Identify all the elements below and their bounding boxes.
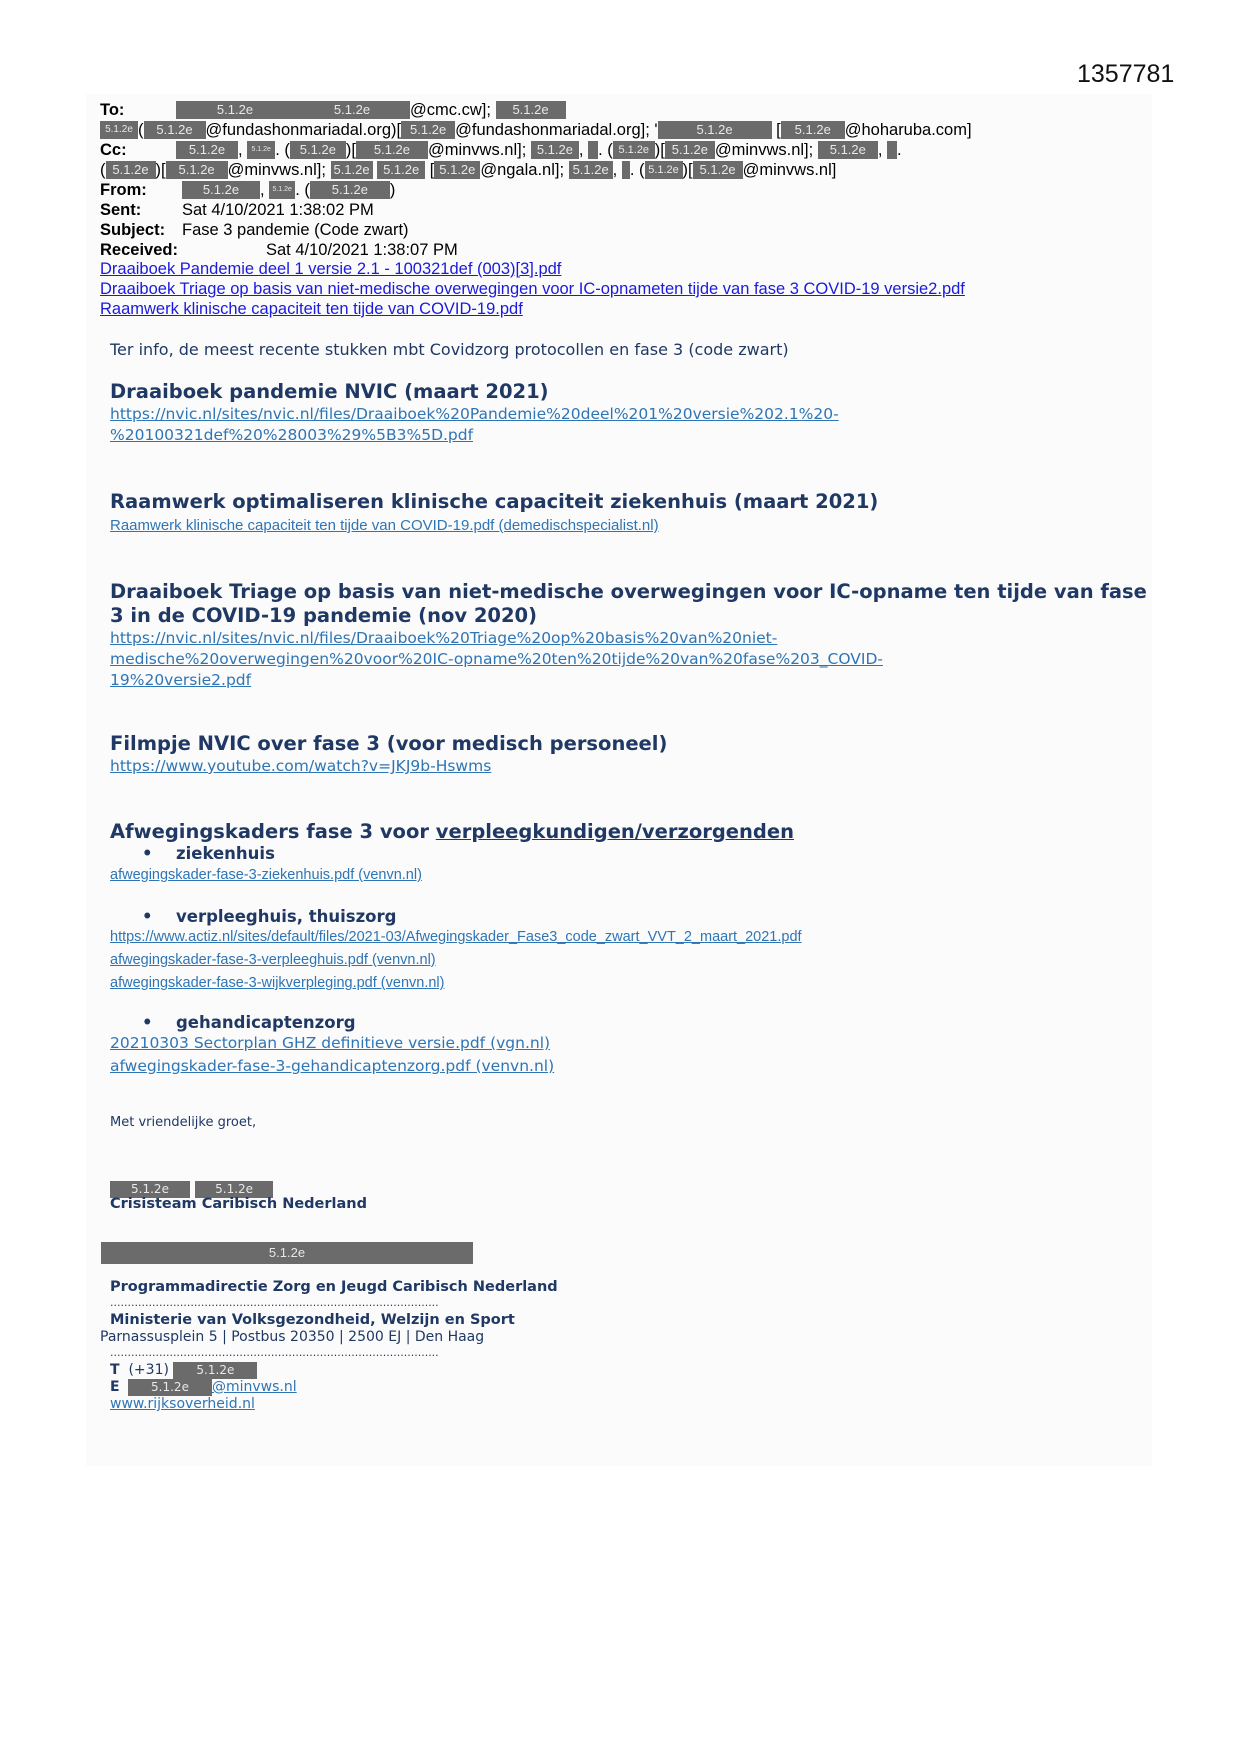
sent-line bbox=[100, 200, 1140, 220]
redaction: 5.1.2e bbox=[531, 141, 579, 159]
closing-text: Met vriendelijke groet, bbox=[110, 1115, 257, 1130]
to-line bbox=[100, 100, 1140, 120]
to-text: [ bbox=[776, 121, 781, 139]
section-draaiboek-pandemie bbox=[110, 380, 839, 446]
cc-text: . bbox=[897, 141, 902, 159]
sent-value: Sat 4/10/2021 1:38:02 PM bbox=[182, 201, 374, 219]
redaction: 5.1.2e bbox=[496, 101, 566, 119]
cc-text: @minvws.nl] bbox=[742, 161, 837, 179]
phone-prefix: (+31) bbox=[128, 1362, 169, 1378]
heading-underlined: verpleegkundigen/verzorgenden bbox=[435, 820, 794, 843]
cc-text: , bbox=[877, 141, 883, 159]
cc-text: [ bbox=[429, 161, 435, 179]
section-raamwerk bbox=[110, 490, 878, 537]
redaction: 5.1.2e bbox=[176, 141, 238, 159]
email-header bbox=[100, 100, 1140, 260]
bullet-verpleeghuis bbox=[110, 907, 802, 926]
redaction bbox=[887, 141, 897, 159]
section-heading: 3 in de COVID-19 pandemie (nov 2020) bbox=[110, 604, 538, 627]
to-label: To: bbox=[100, 101, 125, 119]
redaction: 5.1.2e bbox=[658, 121, 772, 139]
attachments-list bbox=[100, 259, 965, 319]
redaction: 5.1.2e bbox=[310, 181, 390, 199]
redaction: 5.1.2e bbox=[645, 161, 683, 179]
cc-text: )[ bbox=[654, 141, 665, 159]
redaction bbox=[588, 141, 598, 159]
cc-text: @ngala.nl]; bbox=[480, 161, 565, 179]
phone-label: T bbox=[110, 1362, 120, 1378]
redaction bbox=[622, 161, 630, 179]
cc-line bbox=[100, 140, 1140, 160]
redaction: 5.1.2e bbox=[434, 161, 480, 179]
cc-text: , bbox=[238, 141, 243, 159]
received-value: Sat 4/10/2021 1:38:07 PM bbox=[266, 241, 458, 259]
to-line-2 bbox=[100, 120, 1140, 140]
from-text: , bbox=[260, 181, 265, 199]
divider-dots: .............................................................................................. bbox=[110, 1346, 439, 1359]
cc-text: ( bbox=[100, 161, 106, 179]
bullet-label: verpleeghuis, thuiszorg bbox=[176, 907, 397, 926]
section-afwegingskaders bbox=[110, 820, 802, 1078]
from-line bbox=[100, 180, 1140, 200]
section-link[interactable]: https://nvic.nl/sites/nvic.nl/files/Draaiboek%20Pandemie%20deel%201%20versie%202.1%20- bbox=[110, 405, 839, 423]
redaction: 5.1.2e bbox=[401, 121, 455, 139]
redaction: 5.1.2e bbox=[247, 141, 275, 159]
redaction: 5.1.2e bbox=[195, 1181, 273, 1198]
section-link[interactable]: medische%20overwegingen%20voor%20IC-opname%20ten%20tijde%20van%20fase%203_COVID- bbox=[110, 650, 883, 668]
redaction: 5.1.2e bbox=[569, 161, 613, 179]
cc-text: @minvws.nl]; bbox=[227, 161, 326, 179]
section-heading: Raamwerk optimaliseren klinische capaciteit ziekenhuis (maart 2021) bbox=[110, 490, 879, 513]
redaction: 5.1.2e bbox=[331, 161, 373, 179]
divider-dots: .............................................................................................. bbox=[110, 1296, 439, 1309]
section-heading: Filmpje NVIC over fase 3 (voor medisch personeel) bbox=[110, 732, 668, 755]
cc-text: , bbox=[612, 161, 618, 179]
redaction: 5.1.2e bbox=[106, 161, 156, 179]
cc-text: . ( bbox=[275, 141, 290, 159]
section-draaiboek-triage bbox=[110, 580, 1147, 691]
section-heading: Draaiboek Triage op basis van niet-medische overwegingen voor IC-opname ten tijde van fase bbox=[110, 580, 1147, 603]
redaction: 5.1.2e bbox=[110, 1181, 190, 1198]
section-filmpje bbox=[110, 732, 667, 777]
section-link[interactable]: afwegingskader-fase-3-wijkverpleging.pdf (venvn.nl) bbox=[110, 975, 445, 991]
redaction: 5.1.2e bbox=[294, 101, 410, 119]
intro-text: Ter info, de meest recente stukken mbt Covidzorg protocollen en fase 3 (code zwart) bbox=[110, 340, 789, 359]
section-link[interactable]: %20100321def%20%28003%29%5B3%5D.pdf bbox=[110, 426, 474, 444]
website-link[interactable]: www.rijksoverheid.nl bbox=[110, 1396, 255, 1412]
to-text: @fundashonmariadal.org)[ bbox=[205, 121, 402, 139]
subject-line bbox=[100, 220, 1140, 240]
redaction: 5.1.2e bbox=[377, 161, 425, 179]
section-heading bbox=[110, 820, 802, 844]
redaction-bar: 5.1.2e bbox=[101, 1242, 473, 1264]
section-link[interactable]: afwegingskader-fase-3-verpleeghuis.pdf (venvn.nl) bbox=[110, 952, 436, 968]
attachment-link[interactable]: Draaiboek Triage op basis van niet-medische overwegingen voor IC-opnameten tijde van fase 3 COVID-19 versie2.pdf bbox=[100, 280, 965, 298]
section-link[interactable]: Raamwerk klinische capaciteit ten tijde van COVID-19.pdf (demedischspecialist.nl) bbox=[110, 517, 659, 534]
redaction: 5.1.2e bbox=[665, 141, 715, 159]
redaction: 5.1.2e bbox=[166, 161, 228, 179]
section-link[interactable]: 19%20versie2.pdf bbox=[110, 671, 252, 689]
redaction: 5.1.2e bbox=[613, 141, 655, 159]
to-text: @fundashonmariadal.org]; ' bbox=[455, 121, 658, 139]
signature-email bbox=[110, 1379, 297, 1396]
redaction: 5.1.2e bbox=[100, 121, 138, 139]
redaction: 5.1.2e bbox=[290, 141, 346, 159]
signature-address: Parnassusplein 5 | Postbus 20350 | 2500 EJ | Den Haag bbox=[100, 1329, 485, 1345]
redaction: 5.1.2e bbox=[182, 181, 260, 199]
redaction: 5.1.2e bbox=[269, 181, 295, 199]
bullet-ziekenhuis bbox=[110, 844, 802, 863]
redaction: 5.1.2e bbox=[144, 121, 206, 139]
cc-text: @minvws.nl]; bbox=[714, 141, 814, 159]
cc-label: Cc: bbox=[100, 141, 127, 159]
redaction: 5.1.2e bbox=[693, 161, 743, 179]
email-label: E bbox=[110, 1379, 120, 1395]
cc-text: )[ bbox=[155, 161, 166, 179]
redaction: 5.1.2e bbox=[781, 121, 845, 139]
to-text: @hoharuba.com] bbox=[844, 121, 972, 139]
redaction: 5.1.2e bbox=[173, 1362, 257, 1379]
sent-label: Sent: bbox=[100, 201, 142, 219]
subject-label: Subject: bbox=[100, 221, 166, 239]
signature-ministry: Ministerie van Volksgezondheid, Welzijn en Sport bbox=[110, 1312, 515, 1328]
heading-prefix: Afwegingskaders fase 3 voor bbox=[110, 820, 436, 843]
attachment-link[interactable]: Draaiboek Pandemie deel 1 versie 2.1 - 100321def (003)[3].pdf bbox=[100, 260, 562, 278]
redaction: 5.1.2e bbox=[128, 1379, 212, 1396]
signature-directorate: Programmadirectie Zorg en Jeugd Caribisch Nederland bbox=[110, 1279, 558, 1295]
bullet-gehandicaptenzorg bbox=[110, 1013, 802, 1032]
cc-text: )[ bbox=[682, 161, 693, 179]
attachment-link[interactable]: Raamwerk klinische capaciteit ten tijde van COVID-19.pdf bbox=[100, 300, 523, 318]
cc-text: . ( bbox=[598, 141, 613, 159]
to-text: ( bbox=[138, 121, 144, 139]
from-text: ) bbox=[389, 181, 396, 199]
section-link[interactable]: https://www.actiz.nl/sites/default/files/2021-03/Afwegingskader_Fase3_code_zwart_VVT_2_maart_2021.pdf bbox=[110, 929, 802, 945]
cc-text: , bbox=[578, 141, 584, 159]
signature-phone bbox=[110, 1362, 257, 1379]
document-number: 1357781 bbox=[1077, 60, 1175, 88]
cc-text: )[ bbox=[345, 141, 356, 159]
section-link[interactable]: https://nvic.nl/sites/nvic.nl/files/Draaiboek%20Triage%20op%20basis%20van%20niet- bbox=[110, 629, 778, 647]
bullet-label: ziekenhuis bbox=[176, 844, 275, 863]
cc-line-2 bbox=[100, 160, 1140, 180]
cc-text: @minvws.nl]; bbox=[427, 141, 527, 159]
from-label: From: bbox=[100, 181, 147, 199]
redaction: 5.1.2e bbox=[818, 141, 878, 159]
redaction: 5.1.2e bbox=[356, 141, 428, 159]
subject-value: Fase 3 pandemie (Code zwart) bbox=[182, 221, 409, 239]
email-link[interactable]: @minvws.nl bbox=[212, 1379, 297, 1395]
signature-team: Crisisteam Caribisch Nederland bbox=[110, 1196, 367, 1212]
cc-text: . ( bbox=[629, 161, 645, 179]
to-text: @cmc.cw]; bbox=[410, 101, 491, 119]
received-label: Received: bbox=[100, 241, 178, 259]
section-link[interactable]: https://www.youtube.com/watch?v=JKJ9b-Hswms bbox=[110, 757, 492, 775]
section-link[interactable]: afwegingskader-fase-3-gehandicaptenzorg.pdf (venvn.nl) bbox=[110, 1057, 555, 1075]
section-heading: Draaiboek pandemie NVIC (maart 2021) bbox=[110, 380, 549, 403]
redaction: 5.1.2e bbox=[176, 101, 294, 119]
section-link[interactable]: afwegingskader-fase-3-ziekenhuis.pdf (venvn.nl) bbox=[110, 867, 422, 883]
bullet-label: gehandicaptenzorg bbox=[176, 1013, 356, 1032]
from-text: . ( bbox=[295, 181, 310, 199]
section-link[interactable]: 20210303 Sectorplan GHZ definitieve versie.pdf (vgn.nl) bbox=[110, 1034, 551, 1052]
received-line bbox=[100, 240, 1140, 260]
